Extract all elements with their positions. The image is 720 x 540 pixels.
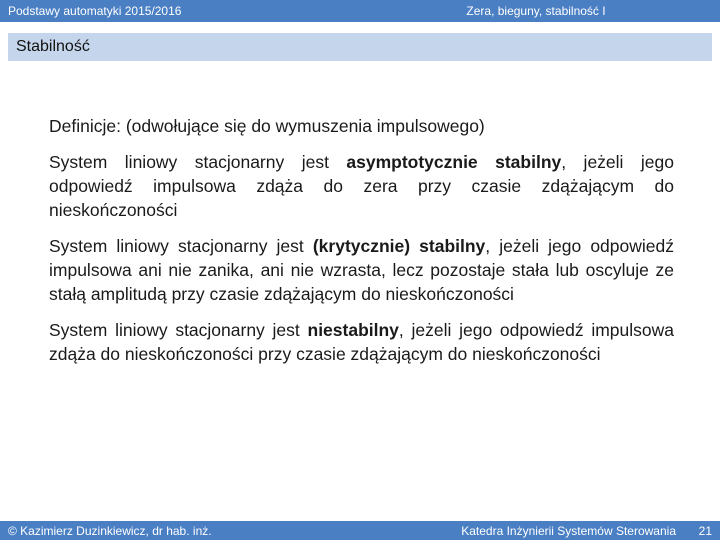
definitions-intro: Definicje: (odwołujące się do wymuszenia impulsowego) [49, 116, 485, 136]
slide-content [49, 114, 674, 378]
definition-term: niestabilny [307, 320, 399, 340]
header-bar [0, 0, 720, 22]
definition-unstable [49, 318, 674, 366]
section-title: Stabilność [16, 38, 90, 55]
lecture-topic: Zera, bieguny, stabilność I [466, 4, 606, 18]
definition-term: asymptotycznie stabilny [346, 152, 562, 172]
definition-asymptotic [49, 150, 674, 222]
course-title: Podstawy automatyki 2015/2016 [8, 4, 182, 18]
definition-text: , jeżeli jego odpowiedź impulsowa zdąża do zera przy czasie zdążającym do nieskończoności [49, 152, 674, 220]
definition-text: System liniowy stacjonarny jest [49, 320, 308, 340]
definition-text: System liniowy stacjonarny jest [49, 236, 313, 256]
section-header [8, 33, 712, 61]
footer-bar [0, 521, 720, 540]
definition-term: (krytycznie) stabilny [312, 236, 486, 256]
definition-critical [49, 234, 674, 306]
definition-text: System liniowy stacjonarny jest [49, 152, 347, 172]
footer-author: © Kazimierz Duzinkiewicz, dr hab. inż. [8, 524, 212, 538]
definition-text: , jeżeli jego odpowiedź impulsowa zdąża do nieskończoności przy czasie zdążającym do nieskończoności [49, 320, 674, 364]
definition-text: , jeżeli jego odpowiedź impulsowa ani nie zanika, ani nie wzrasta, lecz pozostaje stała lub oscyluje ze stałą amplitudą przy czasie zdążającym do nieskończoności [49, 236, 674, 304]
footer-department: Katedra Inżynierii Systemów Sterowania [461, 524, 676, 538]
page-number: 21 [698, 524, 712, 538]
